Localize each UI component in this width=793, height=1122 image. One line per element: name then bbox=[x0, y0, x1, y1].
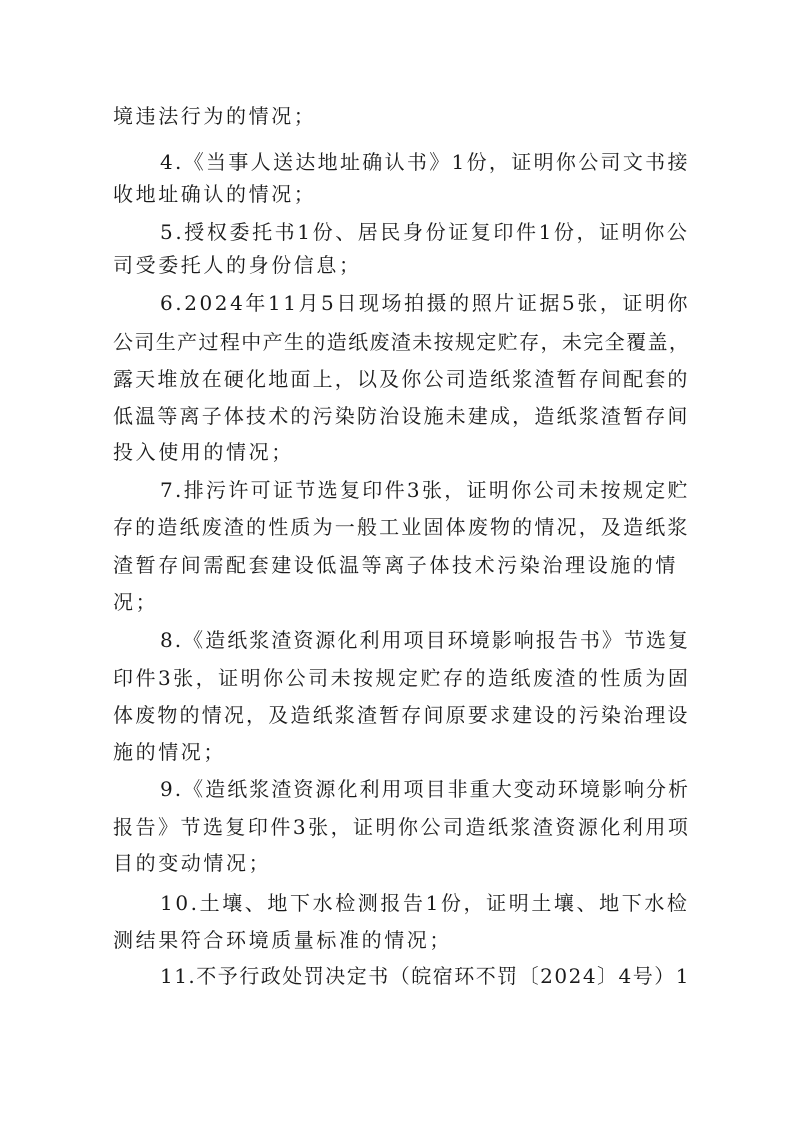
text-line-15: 8.《造纸浆渣资源化利用项目环境影响报告书》节选复 bbox=[160, 628, 691, 652]
text-line-19: 9.《造纸浆渣资源化利用项目非重大变动环境影响分析 bbox=[160, 777, 691, 801]
text-line-22: 10.土壤、地下水检测报告1份，证明土壤、地下水检 bbox=[160, 891, 690, 915]
text-line-20: 报告》节选复印件3张，证明你公司造纸浆渣资源化利用项 bbox=[113, 815, 691, 839]
text-line-3: 收地址确认的情况； bbox=[113, 182, 317, 206]
text-line-9: 低温等离子体技术的污染防治设施未建成，造纸浆渣暂存间 bbox=[113, 404, 690, 428]
text-line-4: 5.授权委托书1份、居民身份证复印件1份，证明你公 bbox=[160, 220, 690, 244]
text-line-12: 存的造纸废渣的性质为一般工业固体废物的情况，及造纸浆 bbox=[113, 515, 690, 539]
text-line-13: 渣暂存间需配套建设低温等离子体技术污染治理设施的情 bbox=[113, 553, 678, 577]
text-line-6: 6.2024年11月5日现场拍摄的照片证据5张，证明你 bbox=[160, 291, 691, 315]
text-line-17: 体废物的情况，及造纸浆渣暂存间原要求建设的污染治理设 bbox=[113, 703, 690, 727]
text-line-18: 施的情况； bbox=[113, 740, 226, 764]
text-line-23: 测结果符合环境质量标准的情况； bbox=[113, 928, 452, 952]
text-line-10: 投入使用的情况； bbox=[113, 440, 294, 464]
text-line-5: 司受委托人的身份信息； bbox=[113, 253, 362, 277]
text-line-11: 7.排污许可证节选复印件3张，证明你公司未按规定贮 bbox=[160, 478, 690, 502]
text-line-2: 4.《当事人送达地址确认书》1份，证明你公司文书接 bbox=[160, 150, 690, 174]
text-line-21: 目的变动情况； bbox=[113, 851, 272, 875]
text-line-7: 公司生产过程中产生的造纸废渣未按规定贮存，未完全覆盖， bbox=[113, 330, 691, 354]
text-line-14: 况； bbox=[113, 590, 159, 614]
text-line-16: 印件3张，证明你公司未按规定贮存的造纸废渣的性质为固 bbox=[113, 666, 691, 690]
text-line-1: 境违法行为的情况； bbox=[113, 104, 317, 128]
text-line-8: 露天堆放在硬化地面上，以及你公司造纸浆渣暂存间配套的 bbox=[113, 367, 690, 391]
text-line-24: 11.不予行政处罚决定书（皖宿环不罚〔2024〕4号）1 bbox=[160, 964, 690, 988]
